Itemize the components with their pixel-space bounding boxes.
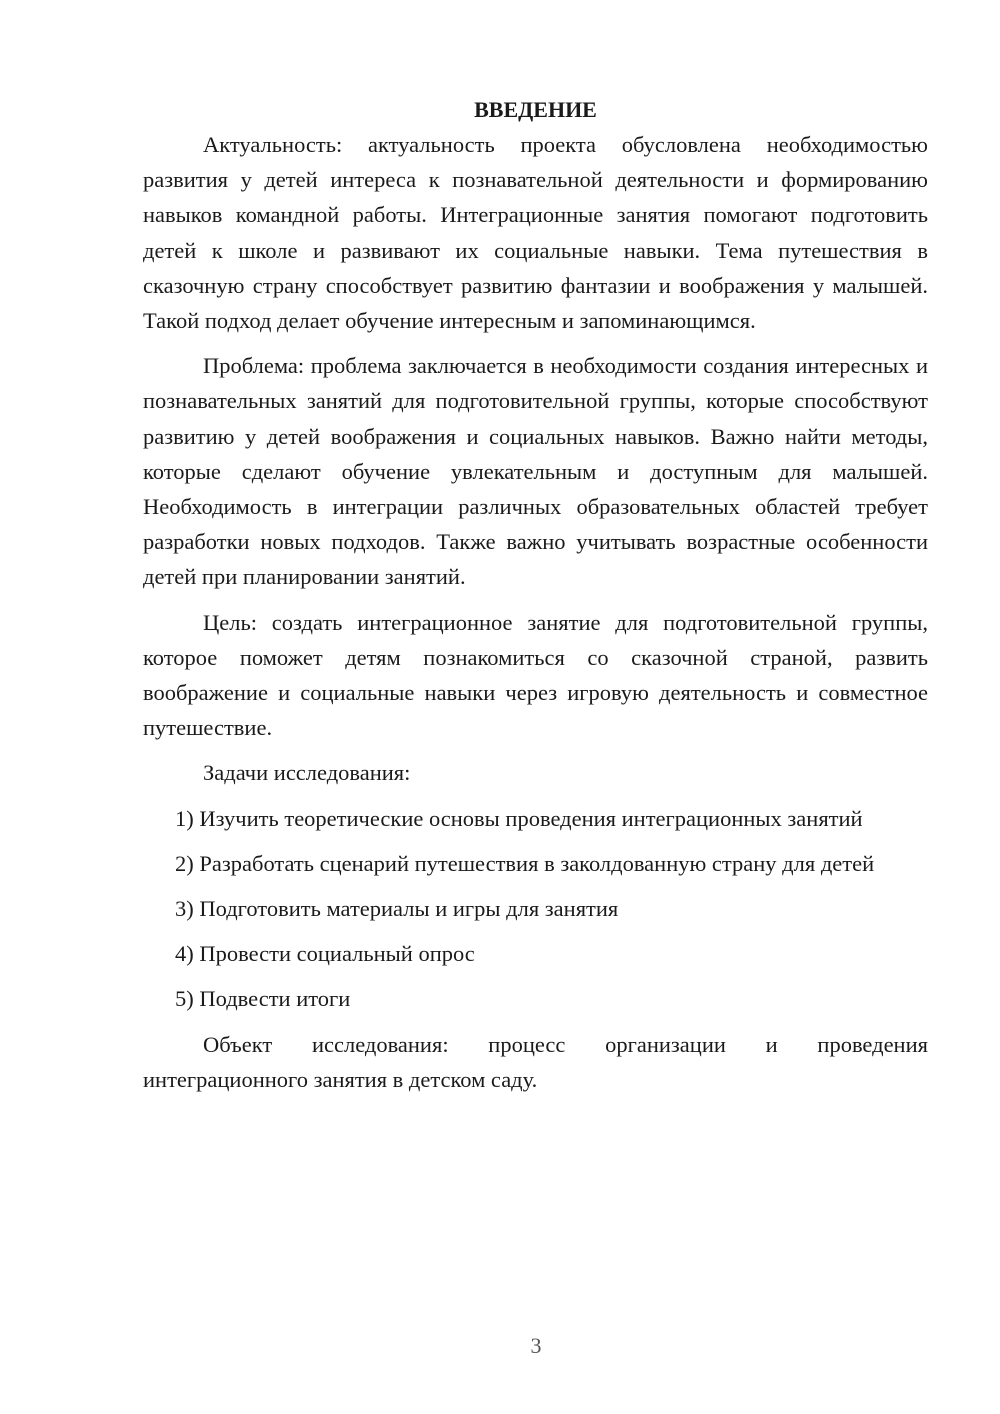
goal-paragraph: Цель: создать интеграционное занятие для подготовительной группы, которое поможет детям познакомиться со сказочной страной, развить воображение и социальные навыки через игровую деятельность и совместное путешествие. — [143, 609, 928, 741]
task-item-1: 1) Изучить теоретические основы проведения интеграционных занятий — [175, 805, 863, 831]
problem-paragraph: Проблема: проблема заключается в необходимости создания интересных и познавательных занятий для подготовительной группы, которые способствуют развитию у детей воображения и социальных навыков. Важно найти методы, которые сделают обучение увлекательным и доступным для малышей. Необходимость в интеграции различных образовательных областей требует разработки новых подходов. Также важно учитывать возрастные особенности детей при планировании занятий. — [143, 353, 928, 590]
document-page — [143, 92, 928, 1107]
section-heading: ВВЕДЕНИЕ — [474, 97, 597, 122]
tasks-heading: Задачи исследования: — [203, 760, 411, 786]
page-number: 3 — [530, 1333, 542, 1358]
task-item-2: 2) Разработать сценарий путешествия в заколдованную страну для детей — [175, 850, 875, 876]
relevance-paragraph: Актуальность: актуальность проекта обусловлена необходимостью развития у детей интереса к познавательной деятельности и формированию навыков командной работы. Интеграционные занятия помогают подготовить детей к школе и развивают их социальные навыки. Тема путешествия в сказочную страну способствует развитию фантазии и воображения у малышей. Такой подход делает обучение интересным и запоминающимся. — [143, 132, 928, 334]
task-item-5: 5) Подвести итоги — [175, 986, 351, 1012]
task-item-3: 3) Подготовить материалы и игры для занятия — [175, 896, 619, 922]
task-item-4: 4) Провести социальный опрос — [175, 941, 475, 967]
object-paragraph: Объект исследования: процесс организации и проведения интеграционного занятия в детском саду. — [143, 1031, 928, 1092]
